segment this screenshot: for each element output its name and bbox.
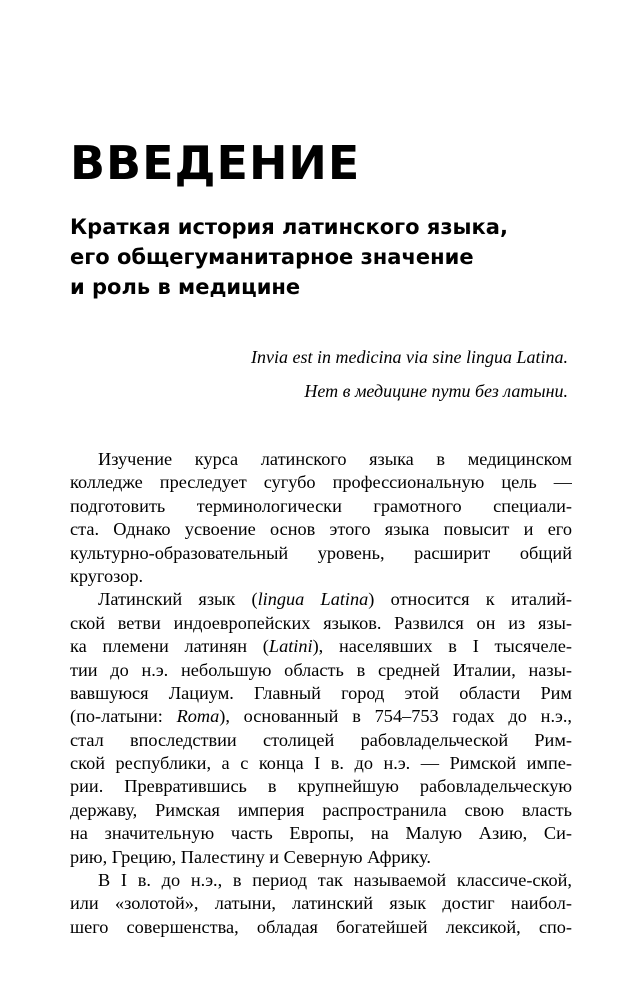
epigraph-latin: Invia est in medicina via sine lingua Latina. (251, 347, 568, 367)
subtitle-line: его общегуманитарное значение (70, 245, 474, 269)
text-line: стал впоследствии столицей рабовладельческой Рим- (70, 729, 572, 750)
text-line: державу, Римская империя распространила свою власть (70, 799, 572, 820)
body-text (70, 448, 572, 939)
text-line: на значительную часть Европы, на Малую Азию, Си- (70, 823, 572, 844)
epigraph-russian: Нет в медицине пути без латыни. (304, 381, 568, 401)
text-line: тии до н.э. небольшую область в средней Италии, назы- (70, 659, 572, 680)
text-line: рии. Превратившись в крупнейшую рабовладельческую (70, 776, 572, 797)
text-line: ской ветви индоевропейских языков. Развился он из язы- (70, 612, 572, 633)
text-line: (по-латыни: Roma), основанный в 754–753 годах до н.э., (70, 706, 572, 727)
text-line: подготовить терминологически грамотного специали- (70, 495, 572, 516)
text-line: кругозор. (70, 565, 144, 586)
text-line: Изучение курса латинского языка в медицинском (98, 449, 572, 469)
text-line: колледже преследует сугубо профессиональную цель — (70, 472, 572, 493)
text-line: В I в. до н.э., в период так называемой классиче-ской, (98, 870, 572, 891)
epigraph (251, 340, 568, 408)
text-line: вавшуюся Лациум. Главный город этой области Рим (70, 682, 572, 703)
text-line: ской республики, а с конца I в. до н.э. — Римской импе- (70, 753, 572, 774)
subtitle-line: Краткая история латинского языка, (70, 215, 508, 239)
chapter-title: ВВЕДЕНИЕ (70, 136, 361, 190)
chapter-subtitle (70, 212, 590, 302)
text-line: или «золотой», латыни, латинский язык достиг наибол- (70, 893, 572, 914)
text-line: рию, Грецию, Палестину и Северную Африку. (70, 846, 431, 867)
text-line: ка племени латинян (Latini), населявших в I тысячеле- (70, 636, 572, 657)
subtitle-line: и роль в медицине (70, 275, 301, 299)
text-line: ста. Однако усвоение основ этого языка повысит и его (70, 519, 572, 540)
text-line: шего совершенства, обладая богатейшей лексикой, спо- (70, 916, 572, 937)
text-line: культурно-образовательный уровень, расширит общий (70, 542, 572, 563)
text-line: Латинский язык (lingua Latina) относится к италий- (98, 589, 572, 610)
